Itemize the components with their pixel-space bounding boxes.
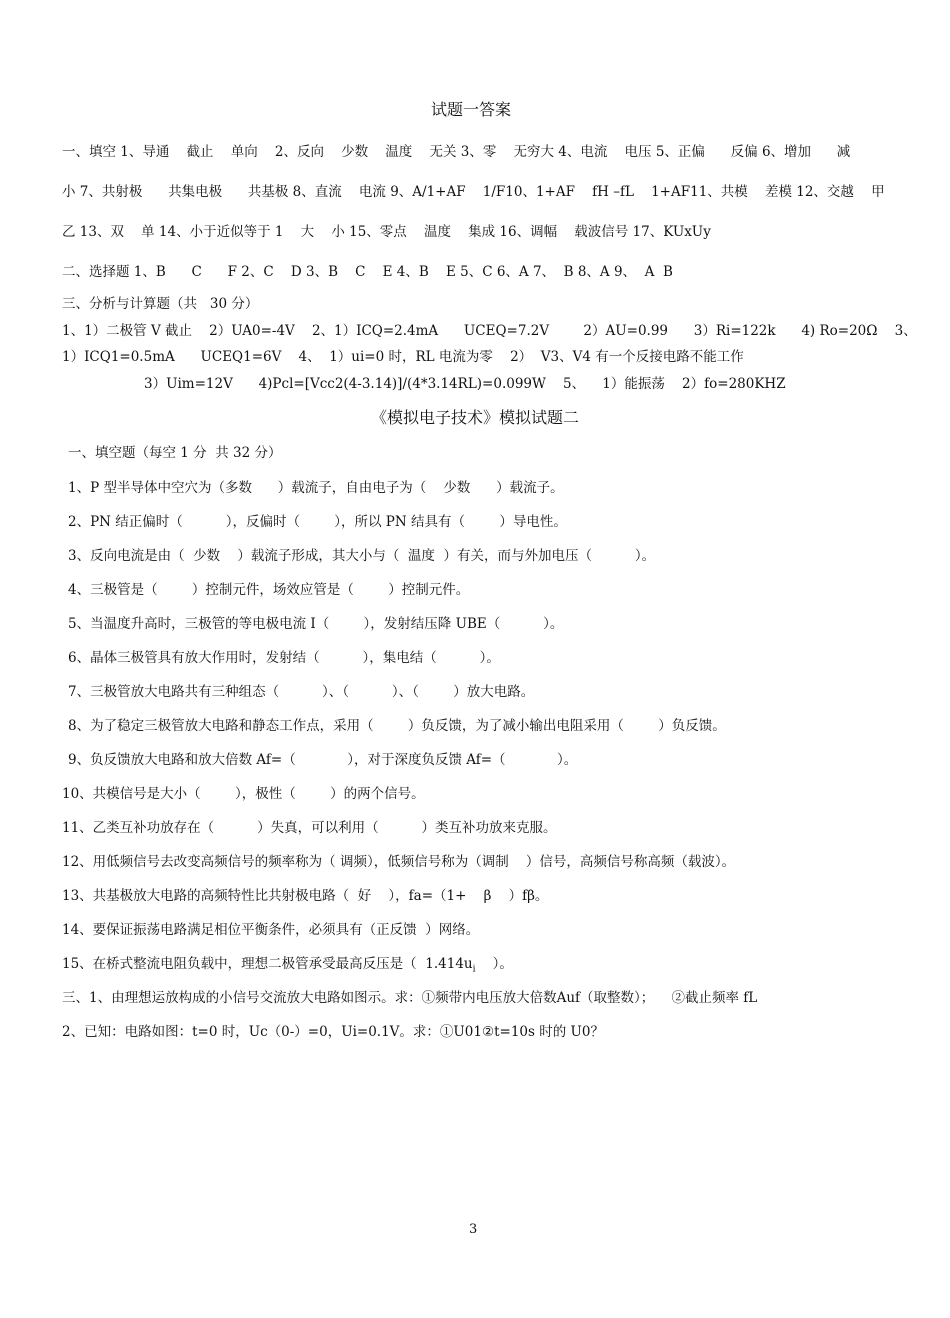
question-item: 10、共模信号是大小（ ），极性（ ）的两个信号。 — [62, 786, 425, 802]
calc-answer-line: 1、1）二极管 V 截止 2）UA0=-4V 2、1）ICQ=2.4mA UCEQ=7.2V 2）AU=0.99 3）Ri=122k 4) Ro=20Ω 3、 — [62, 323, 917, 339]
section3-line: 2、已知：电路如图：t=0 时，Uc（0-）=0，Ui=0.1V。求：①U01②t=10s 时的 U0？ — [62, 1024, 604, 1040]
exam2-title: 《模拟电子技术》模拟试题二 — [371, 408, 580, 427]
fill-answer-line: 一、填空 1、导通 截止 单向 2、反向 少数 温度 无关 3、零 无穷大 4、电流 电压 5、正偏 反偏 6、增加 减 — [62, 144, 851, 160]
calc-answer-line: 3）Uim=12V 4)Pcl=[Vcc2(4-3.14)]/(4*3.14RL)=0.099W 5、 1）能振荡 2）fo=280KHZ — [144, 376, 786, 392]
question-item-text: 15、在桥式整流电阻负载中，理想二极管承受最高反压是（ 1.414u — [62, 956, 473, 972]
question-item: 13、共基极放大电路的高频特性比共射极电路（ 好 ），fa=（1+ β ）fβ。 — [62, 888, 549, 904]
subscript: i — [472, 964, 476, 975]
question-item: 6、晶体三极管具有放大作用时，发射结（ ），集电结（ ）。 — [68, 650, 500, 666]
question-item: 9、负反馈放大电路和放大倍数 Af=（ ），对于深度负反馈 Af=（ ）。 — [68, 752, 578, 768]
question-item: 2、PN 结正偏时（ ），反偏时（ ），所以 PN 结具有（ ）导电性。 — [68, 514, 567, 530]
section1-heading: 一、填空题（每空 1 分 共 32 分） — [68, 445, 282, 461]
answer-title: 试题一答案 — [431, 100, 512, 119]
fill-answer-line: 乙 13、双 单 14、小于近似等于 1 大 小 15、零点 温度 集成 16、调幅 载波信号 17、KUxUy — [62, 224, 711, 240]
calc-heading: 三、分析与计算题（共 30 分） — [62, 296, 259, 312]
question-item: 1、P 型半导体中空穴为（多数 ）载流子，自由电子为（ 少数 ）载流子。 — [68, 480, 564, 496]
question-item-tail: ）。 — [475, 956, 513, 972]
question-item: 14、要保证振荡电路满足相位平衡条件，必须具有（正反馈 ）网络。 — [62, 922, 480, 938]
fill-answer-line: 小 7、共射极 共集电极 共基极 8、直流 电流 9、A/1+AF 1/F10、1+AF fH –fL 1+AF11、共模 差模 12、交越 甲 — [62, 184, 885, 200]
question-item: 7、三极管放大电路共有三种组态（ ）、（ ）、（ ）放大电路。 — [68, 684, 535, 700]
choice-answer-line: 二、选择题 1、B C F 2、C D 3、B C E 4、B E 5、C 6、A 7、 B 8、A 9、 A B — [62, 264, 673, 280]
question-item: 12、用低频信号去改变高频信号的频率称为（ 调频），低频信号称为（调制 ）信号，高频信号称高频（载波）。 — [62, 854, 736, 870]
question-item: 3、反向电流是由（ 少数 ）载流子形成，其大小与（ 温度 ）有关，而与外加电压（ ）。 — [68, 548, 656, 564]
question-item: 11、乙类互补功放存在（ ）失真，可以利用（ ）类互补功放来克服。 — [62, 820, 557, 836]
section3-line: 三、1、由理想运放构成的小信号交流放大电路如图示。求：①频带内电压放大倍数Auf（取整数）； ②截止频率 fL — [62, 990, 758, 1006]
question-item — [62, 958, 513, 975]
calc-answer-line: 1）ICQ1=0.5mA UCEQ1=6V 4、 1）ui=0 时，RL 电流为零 2） V3、V4 有一个反接电路不能工作 — [62, 349, 744, 365]
page-number: 3 — [469, 1222, 478, 1237]
question-item: 4、三极管是（ ）控制元件，场效应管是（ ）控制元件。 — [68, 582, 470, 598]
question-item: 5、当温度升高时，三极管的等电极电流 I（ ），发射结压降 UBE（ ）。 — [68, 616, 564, 632]
question-item: 8、为了稳定三极管放大电路和静态工作点，采用（ ）负反馈，为了减小输出电阻采用（ ）负反馈。 — [68, 718, 726, 734]
